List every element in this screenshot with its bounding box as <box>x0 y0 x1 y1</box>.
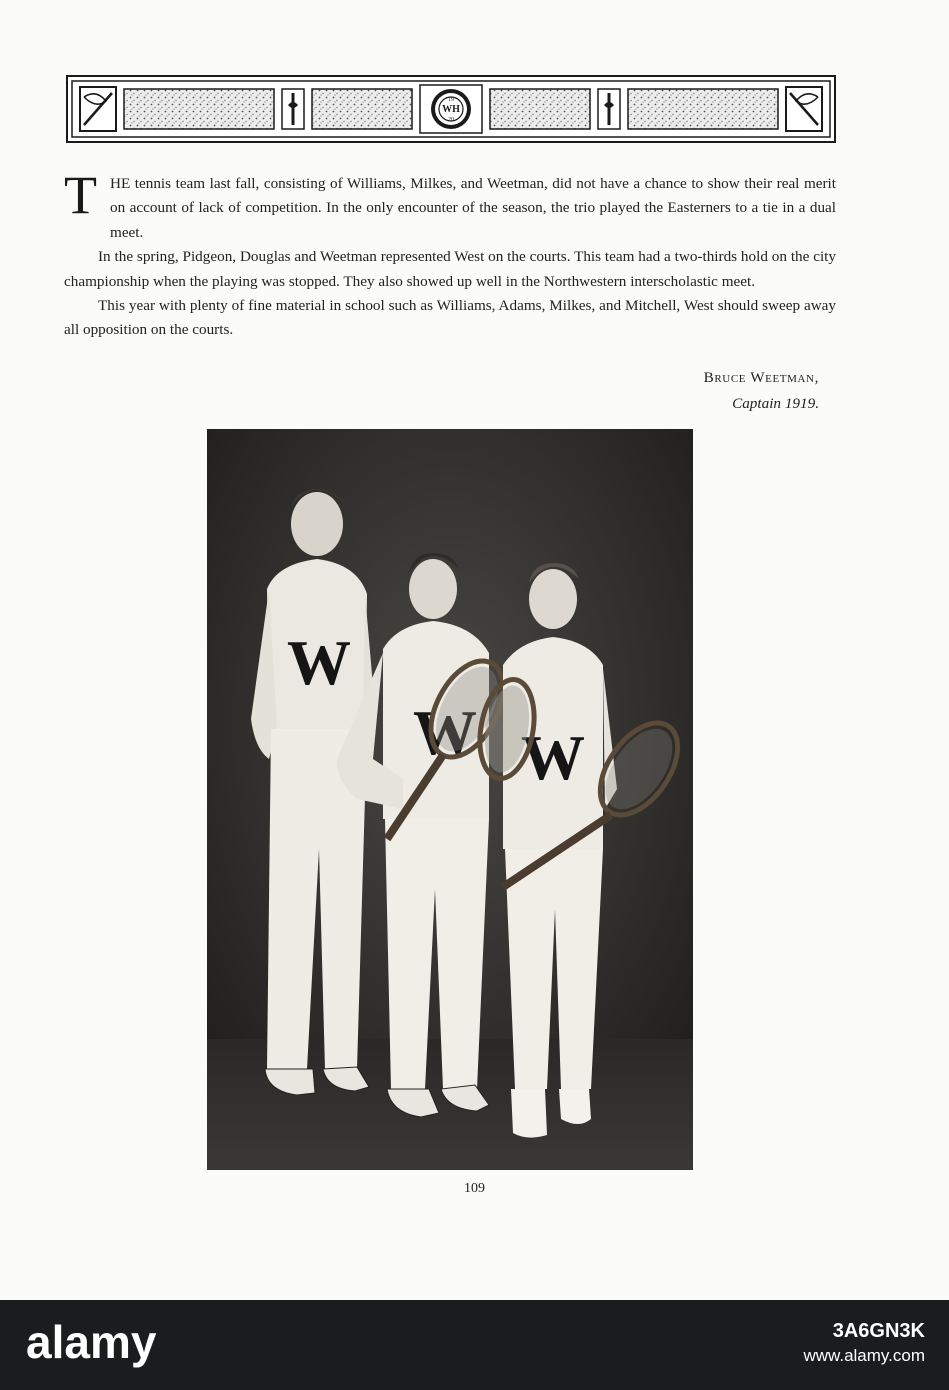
team-photograph <box>207 429 693 1170</box>
watermark-bar <box>0 1300 949 1390</box>
jersey-letter-left: W <box>287 627 351 698</box>
watermark-info <box>803 1318 925 1368</box>
article-text <box>64 165 836 343</box>
jersey-letter-center: W <box>413 697 477 768</box>
image-id: 3A6GN3K <box>832 1320 925 1342</box>
paragraph-1-text: tennis team last fall, consisting of Williams, Milkes, and Weetman, did not have a chance to show their real merit on account of lack of competition. In the only encounter of the season, the trio played the Easterners to a tie in a dual meet. <box>110 175 836 241</box>
watermark-url: www.alamy.com <box>803 1346 925 1365</box>
jersey-letter-right: W <box>521 722 585 793</box>
signature-name: Bruce Weetman, <box>703 369 819 386</box>
emblem-year-bottom: 20 <box>448 117 454 123</box>
emblem-monogram: WH <box>442 104 460 115</box>
alamy-logo-text: alamy <box>26 1316 157 1368</box>
signature-title: Captain 1919. <box>732 395 819 412</box>
paragraph-2: In the spring, Pidgeon, Douglas and Weetman represented West on the courts. This team had a two-thirds hold on the city championship when the playing was stopped. They also showed up well in the Northwestern interscholastic meet. <box>64 248 836 290</box>
emblem-year-top: 19 <box>448 97 454 103</box>
signature-block <box>704 365 819 417</box>
decorative-header-banner <box>66 75 836 143</box>
paragraph-1 <box>64 165 836 245</box>
paragraph-3: This year with plenty of fine material in school such as Williams, Adams, Milkes, and Mitchell, West should sweep away all opposition on the courts. <box>64 297 836 339</box>
lead-caps: HE <box>110 175 131 192</box>
drop-cap: T <box>64 165 97 225</box>
alamy-logo <box>26 1314 196 1372</box>
page-number: 109 <box>464 1181 485 1196</box>
